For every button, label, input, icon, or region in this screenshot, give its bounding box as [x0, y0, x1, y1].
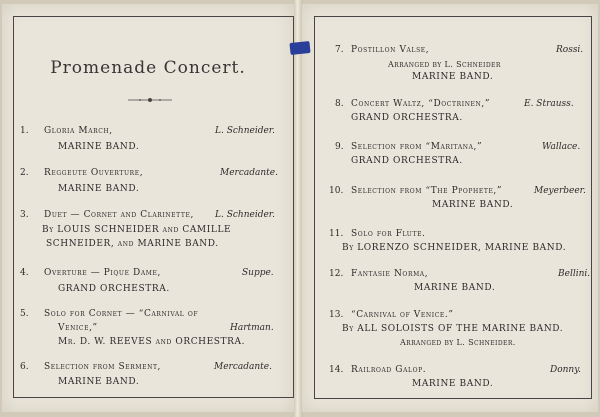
piece-title: Duet — Cornet and Clarinette,	[44, 210, 194, 220]
right-page	[302, 4, 598, 412]
item-number: 3.	[20, 210, 29, 220]
piece-title: “Carnival of Venice.”	[351, 310, 454, 320]
item-number: 7.	[335, 45, 344, 55]
arranger: Arranged by L. Schneider.	[400, 338, 516, 347]
item-number: 12.	[329, 269, 344, 279]
performer: SCHNEIDER, and MARINE BAND.	[46, 239, 219, 249]
composer: L. Schneider.	[215, 210, 275, 220]
performer: MARINE BAND.	[432, 200, 514, 210]
performer: MARINE BAND.	[58, 184, 140, 194]
performer: MARINE BAND.	[58, 142, 140, 152]
composer: Suppe.	[242, 268, 274, 278]
composer: Donny.	[550, 365, 581, 375]
arranger: Arranged by L. Schneider	[388, 60, 501, 69]
ornament-divider-icon	[126, 96, 174, 104]
item-number: 2.	[20, 168, 29, 178]
item-number: 14.	[329, 365, 344, 375]
item-number: 5.	[20, 309, 29, 319]
composer: Wallace.	[542, 142, 581, 152]
composer: Mercadante.	[220, 168, 278, 178]
performer: By ALL SOLOISTS OF THE MARINE BAND.	[342, 324, 564, 334]
page-title: Promenade Concert.	[50, 58, 246, 78]
performer: Mr. D. W. REEVES and ORCHESTRA.	[58, 337, 246, 347]
composer: Hartman.	[230, 323, 274, 333]
item-number: 9.	[335, 142, 344, 152]
composer: Meyerbeer.	[534, 186, 586, 196]
performer: GRAND ORCHESTRA.	[351, 156, 463, 166]
item-number: 1.	[20, 126, 29, 136]
piece-title: Reggeute Ouverture,	[44, 168, 144, 178]
item-number: 4.	[20, 268, 29, 278]
composer: Mercadante.	[214, 362, 272, 372]
composer: E. Strauss.	[524, 99, 574, 109]
left-page	[2, 4, 294, 412]
piece-title: Venice,”	[58, 323, 98, 333]
piece-title: Selection from Serment,	[44, 362, 162, 372]
composer: L. Schneider.	[215, 126, 275, 136]
item-number: 10.	[329, 186, 344, 196]
piece-title: Solo for Flute.	[351, 229, 426, 239]
piece-title: Selection from “Maritana,”	[351, 142, 483, 152]
piece-title: Selection from “The Ppophete,”	[351, 186, 503, 196]
performer: MARINE BAND.	[414, 283, 496, 293]
performer: By LORENZO SCHNEIDER, MARINE BAND.	[342, 243, 567, 253]
performer: MARINE BAND.	[412, 72, 494, 82]
item-number: 6.	[20, 362, 29, 372]
item-number: 8.	[335, 99, 344, 109]
piece-title: Railroad Galop.	[351, 365, 427, 375]
piece-title: Postillon Valse,	[351, 45, 430, 55]
piece-title: Gloria March,	[44, 126, 113, 136]
composer: Bellini.	[558, 269, 591, 279]
item-number: 11.	[329, 229, 344, 239]
performer: MARINE BAND.	[412, 379, 494, 389]
piece-title: Solo for Cornet — “Carnival of	[44, 309, 199, 319]
performer: MARINE BAND.	[58, 377, 140, 387]
piece-title: Overture — Pique Dame,	[44, 268, 161, 278]
piece-title: Concert Waltz, “Doctrinen,”	[351, 99, 491, 109]
composer: Rossi.	[556, 45, 584, 55]
piece-title: Fantasie Norma,	[351, 269, 429, 279]
item-number: 13.	[329, 310, 344, 320]
performer: GRAND ORCHESTRA.	[351, 113, 463, 123]
bookmark-ribbon-icon	[289, 41, 310, 55]
performer: By LOUIS SCHNEIDER and CAMILLE	[42, 225, 232, 235]
performer: GRAND ORCHESTRA.	[58, 284, 170, 294]
